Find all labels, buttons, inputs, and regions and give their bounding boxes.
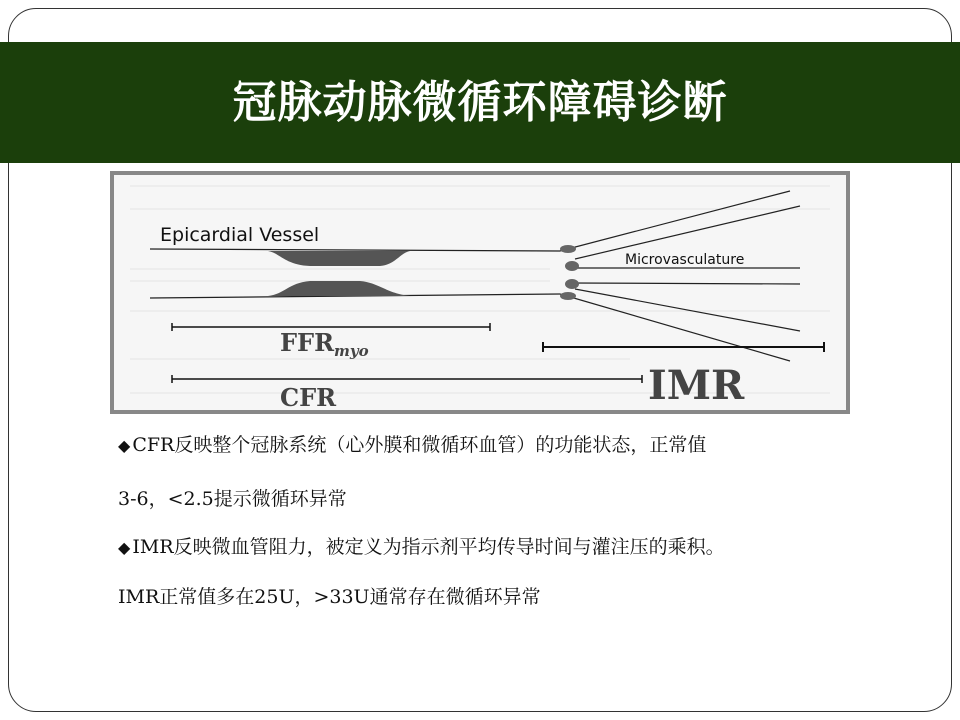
bullet-cfr-text: CFR反映整个冠脉系统（心外膜和微循环血管）的功能状态，正常值 <box>132 434 707 456</box>
bullet-imr-continued: IMR正常值多在25U，>33U通常存在微循环异常 <box>118 586 541 608</box>
cfr-label: CFR <box>280 383 337 412</box>
microvasculature-label: Microvasculature <box>625 252 745 268</box>
ffr-label-main: FFR <box>280 328 335 357</box>
bullet-imr-text: IMR反映微血管阻力，被定义为指示剂平均传导时间与灌注压的乘积。 <box>132 536 725 558</box>
ffr-label-sub: myo <box>334 342 369 360</box>
diamond-bullet-icon: ◆ <box>118 436 131 455</box>
coronary-diagram <box>110 171 850 414</box>
epicardial-vessel-label: Epicardial Vessel <box>160 224 320 246</box>
bullet-imr <box>118 535 725 560</box>
bullet-cfr <box>118 433 706 458</box>
slide-title: 冠脉动脉微循环障碍诊断 <box>232 77 728 128</box>
bullet-cfr-continued: 3-6，<2.5提示微循环异常 <box>118 488 347 510</box>
diamond-bullet-icon: ◆ <box>118 538 131 557</box>
imr-label: IMR <box>648 362 745 409</box>
title-banner <box>0 42 960 163</box>
